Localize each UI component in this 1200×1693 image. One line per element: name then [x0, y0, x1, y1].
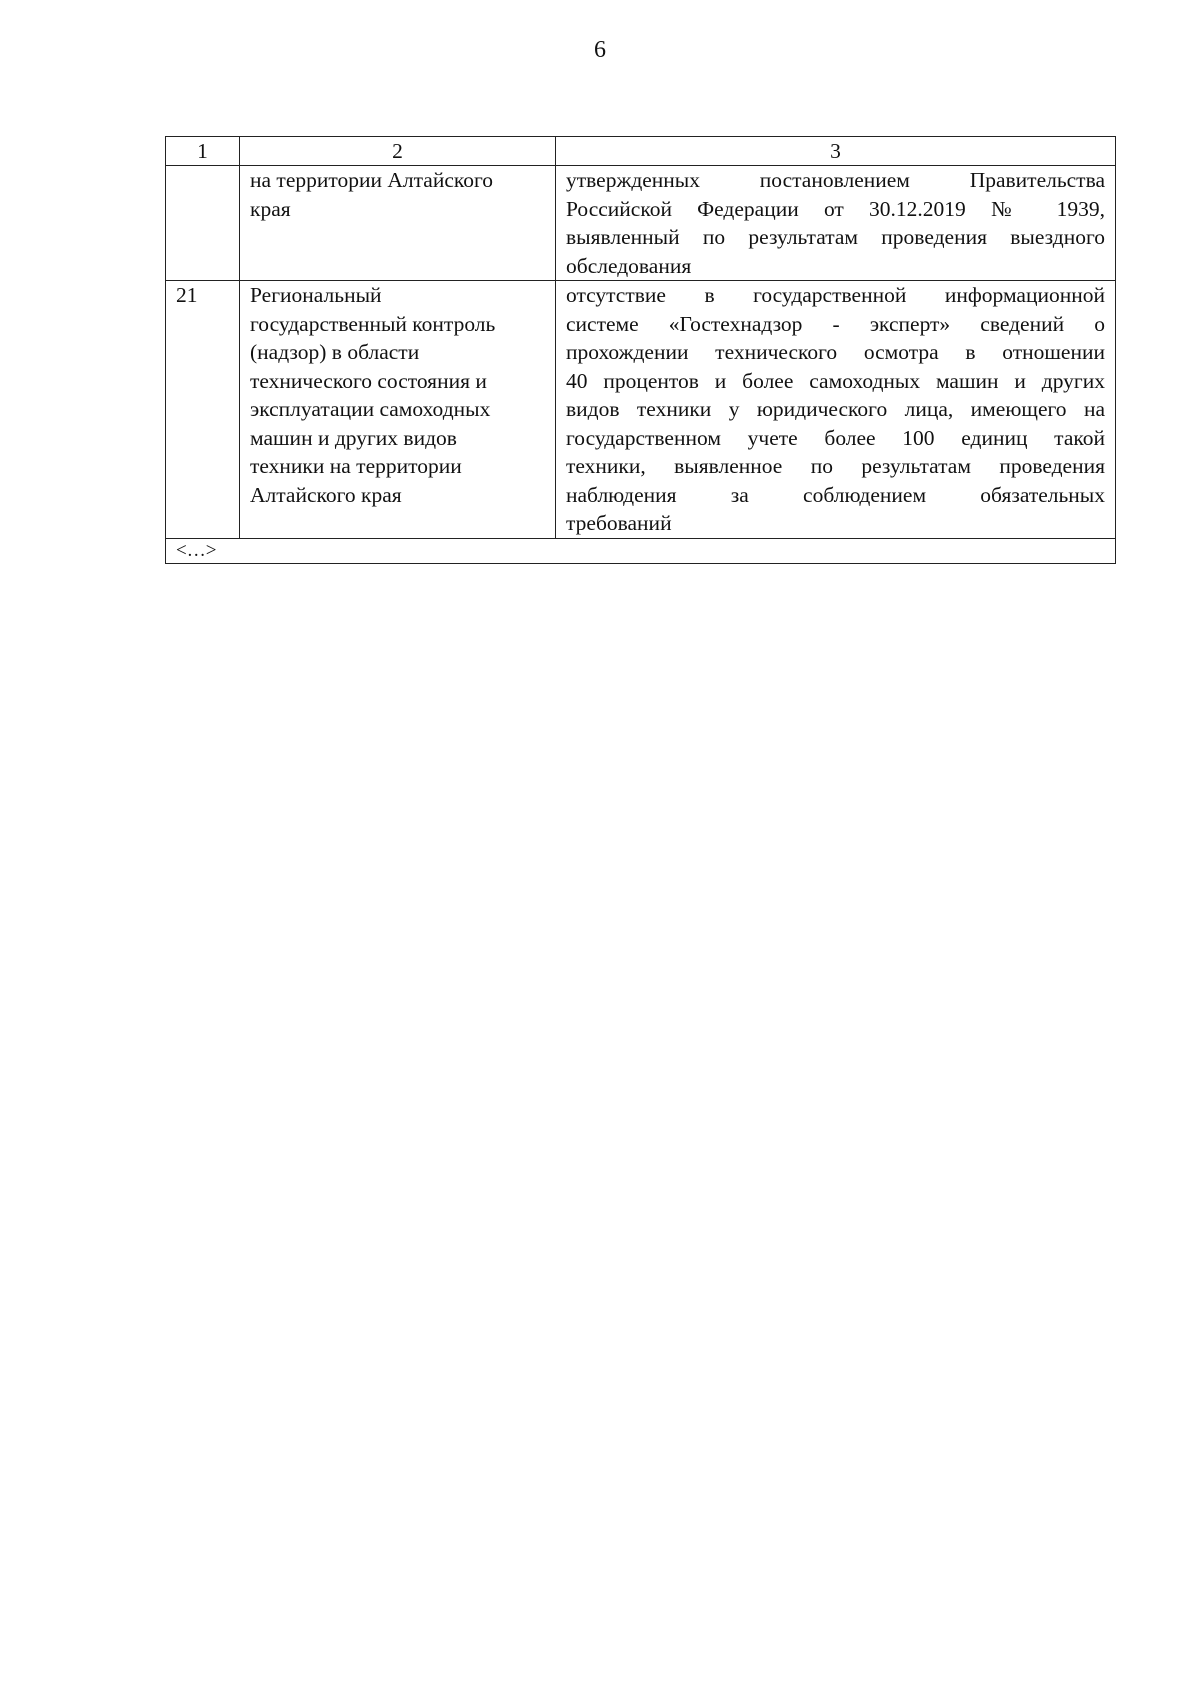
text-line: системе «Гостехнадзор - эксперт» сведений о	[566, 311, 1105, 336]
header-cell-1: 1	[166, 137, 240, 166]
row-number-cell: 21	[166, 281, 240, 539]
header-cell-2: 2	[240, 137, 556, 166]
text-line: наблюдения за соблюдением обязательных	[566, 482, 1105, 507]
control-type-cell	[240, 166, 556, 281]
text-line: государственном учете более 100 единиц такой	[566, 425, 1105, 450]
row-number-cell	[166, 166, 240, 281]
ellipsis-row	[166, 538, 1116, 563]
risk-indicator-cell	[556, 281, 1116, 539]
text-line: утвержденных постановлением Правительства	[566, 168, 1105, 192]
text-line: (надзор) в области	[250, 340, 420, 364]
table-header-row	[166, 137, 1116, 166]
text-line: эксплуатации самоходных	[250, 397, 491, 421]
text-line: прохождении технического осмотра в отношении	[566, 340, 1105, 364]
omission-marker: <…>	[166, 538, 1116, 563]
table-row	[166, 281, 1116, 539]
table-row	[166, 166, 1116, 281]
text-line: Региональный	[250, 283, 382, 307]
text-line: Алтайского края	[250, 482, 402, 507]
document-table	[165, 136, 1116, 564]
text-line: государственный контроль	[250, 311, 496, 336]
text-line: техники, выявленное по результатам проведения	[566, 454, 1105, 478]
control-type-cell	[240, 281, 556, 539]
page-number: 6	[594, 37, 606, 63]
text-line: машин и других видов	[250, 425, 457, 450]
risk-indicator-cell	[556, 166, 1116, 281]
text-line: Российской Федерации от 30.12.2019 № 1939,	[566, 196, 1105, 221]
text-line: края	[250, 196, 291, 221]
header-cell-3: 3	[556, 137, 1116, 166]
text-line: технического состояния и	[250, 368, 487, 393]
text-line: обследования	[566, 253, 692, 278]
text-line: на территории Алтайского	[250, 168, 494, 192]
text-line: требований	[566, 511, 672, 535]
text-line: отсутствие в государственной информационной	[566, 283, 1105, 307]
text-line: техники на территории	[250, 454, 462, 478]
text-line: 40 процентов и более самоходных машин и других	[566, 368, 1105, 393]
text-line: видов техники у юридического лица, имеющего на	[566, 397, 1105, 421]
text-line: выявленный по результатам проведения выездного	[566, 225, 1105, 249]
